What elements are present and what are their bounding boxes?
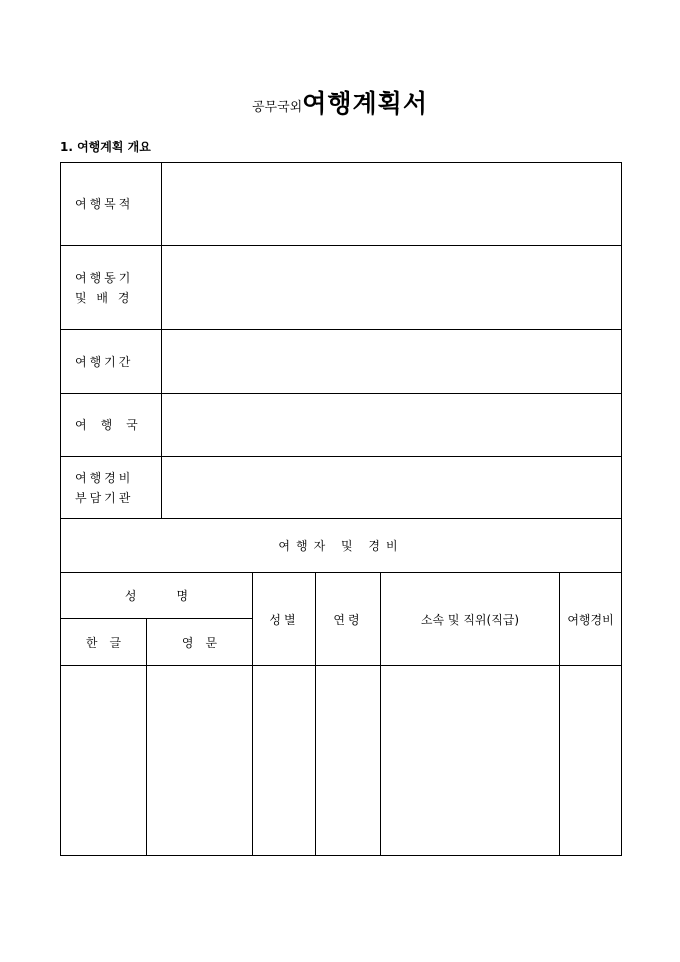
country-label: 여행국: [61, 394, 162, 457]
travelers-table: [60, 518, 622, 856]
english-name-cell[interactable]: [147, 666, 253, 856]
name-header: 성 명: [61, 573, 253, 619]
expense-agency-value-cell[interactable]: [162, 457, 622, 519]
motive-label-line-1: 여행동기: [75, 270, 134, 285]
motive-label-line-2: 및 배 경: [75, 290, 133, 305]
expense-header: 여행경비: [560, 573, 622, 666]
affiliation-cell[interactable]: [381, 666, 560, 856]
gender-cell[interactable]: [253, 666, 316, 856]
name-korean-header: 한 글: [61, 619, 147, 666]
expense-label-line-1: 여행경비: [75, 470, 134, 485]
document-title: [0, 84, 680, 120]
title-main: 여행계획서: [302, 89, 428, 118]
period-label: 여행기간: [61, 330, 162, 394]
name-english-header: 영 문: [147, 619, 253, 666]
expense-agency-label: [61, 457, 162, 519]
overview-table: [60, 162, 622, 519]
motive-label: [61, 246, 162, 330]
purpose-label: 여행목적: [61, 163, 162, 246]
period-value-cell[interactable]: [162, 330, 622, 394]
age-header: 연령: [316, 573, 381, 666]
purpose-value-cell[interactable]: [162, 163, 622, 246]
expense-label-line-2: 부담기관: [75, 490, 134, 505]
title-prefix: 공무국외: [252, 100, 303, 115]
affiliation-header: 소속 및 직위(직급): [381, 573, 560, 666]
section-1-heading: 1. 여행계획 개요: [60, 140, 151, 154]
travelers-section-title: 여행자 및 경비: [61, 519, 622, 573]
expense-cell[interactable]: [560, 666, 622, 856]
korean-name-cell[interactable]: [61, 666, 147, 856]
motive-value-cell[interactable]: [162, 246, 622, 330]
gender-header: 성별: [253, 573, 316, 666]
age-cell[interactable]: [316, 666, 381, 856]
country-value-cell[interactable]: [162, 394, 622, 457]
